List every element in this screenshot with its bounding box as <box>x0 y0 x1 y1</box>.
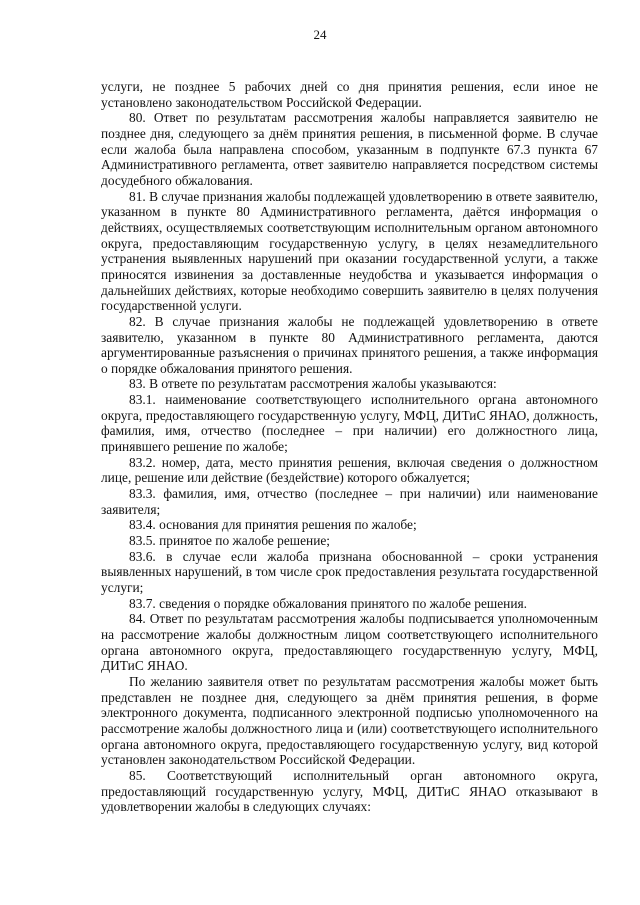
paragraph-83-3: 83.3. фамилия, имя, отчество (последнее – при наличии) или наименование заявителя; <box>101 486 598 517</box>
paragraph-85: 85. Соответствующий исполнительный орган автономного округа, предоставляющий государственную услугу, МФЦ, ДИТиС ЯНАО отказывают в удовлетворении жалобы в следующих случаях: <box>101 767 598 815</box>
paragraph-84: 84. Ответ по результатам рассмотрения жалобы подписывается уполномоченным на рассмотрение жалобы должностным лицом соответствующего исполнительного органа автономного округа, предоставляющего государственную услугу, МФЦ, ДИТиС ЯНАО. <box>101 611 598 674</box>
paragraph-83-7: 83.7. сведения о порядке обжалования принятого по жалобе решения. <box>129 595 527 611</box>
paragraph-81: 81. В случае признания жалобы подлежащей удовлетворению в ответе заявителю, указанном в пункте 80 Административного регламента, даётся информация о действиях, осуществляемых соответствующим исполнительным органом автономного округа, предоставляющим государственную услугу, в целях незамедлительного устранения выявленных нарушений при оказании государственной услуги, а также приносятся извинения за доставленные неудобства и указывается информация о дальнейших действиях, которые необходимо совершить заявителю в целях получения государственной услуги. <box>101 188 598 314</box>
paragraph-83-6: 83.6. в случае если жалоба признана обоснованной – сроки устранения выявленных нарушений, в том числе срок предоставления результата государственной услуги; <box>101 548 598 595</box>
paragraph-83-4: 83.4. основания для принятия решения по жалобе; <box>129 517 417 533</box>
paragraph-continuation: услуги, не позднее 5 рабочих дней со дня принятия решения, если иное не установлено законодательством Российской Федерации. <box>101 79 598 110</box>
paragraph-82: 82. В случае признания жалобы не подлежащей удовлетворению в ответе заявителю, указанном в пункте 80 Административного регламента, даются аргументированные разъяснения о причинах принятого решения, а также информация о порядке обжалования принятого решения. <box>101 313 598 376</box>
paragraph-83-5: 83.5. принятое по жалобе решение; <box>129 533 331 549</box>
document-body <box>101 79 598 815</box>
paragraph-80: 80. Ответ по результатам рассмотрения жалобы направляется заявителю не позднее дня, следующего за днём принятия решения, в письменной форме. В случае если жалоба была направлена способом, указанным в подпункте 67.3 пункта 67 Административного регламента, ответ заявителю направляется посредством системы досудебного обжалования. <box>101 110 598 188</box>
paragraph-83: 83. В ответе по результатам рассмотрения жалобы указываются: <box>129 376 497 392</box>
paragraph-84-electronic: По желанию заявителя ответ по результатам рассмотрения жалобы может быть представлен не позднее дня, следующего за днём принятия решения, в форме электронного документа, подписанного электронной подписью уполномоченного на рассмотрение жалобы должностного лица и (или) соответствующего исполнительного органа автономного округа, предоставляющего государственную услугу, вид которой установлен законодательством Российской Федерации. <box>101 673 598 768</box>
paragraph-83-1: 83.1. наименование соответствующего исполнительного органа автономного округа, предоставляющего государственную услугу, МФЦ, ДИТиС ЯНАО, должность, фамилия, имя, отчество (последнее – при наличии) его должностного лица, принявшего решение по жалобе; <box>101 392 598 455</box>
page-number: 24 <box>313 27 327 42</box>
paragraph-83-2: 83.2. номер, дата, место принятия решения, включая сведения о должностном лице, решение или действие (бездействие) которого обжалуется; <box>101 454 598 486</box>
